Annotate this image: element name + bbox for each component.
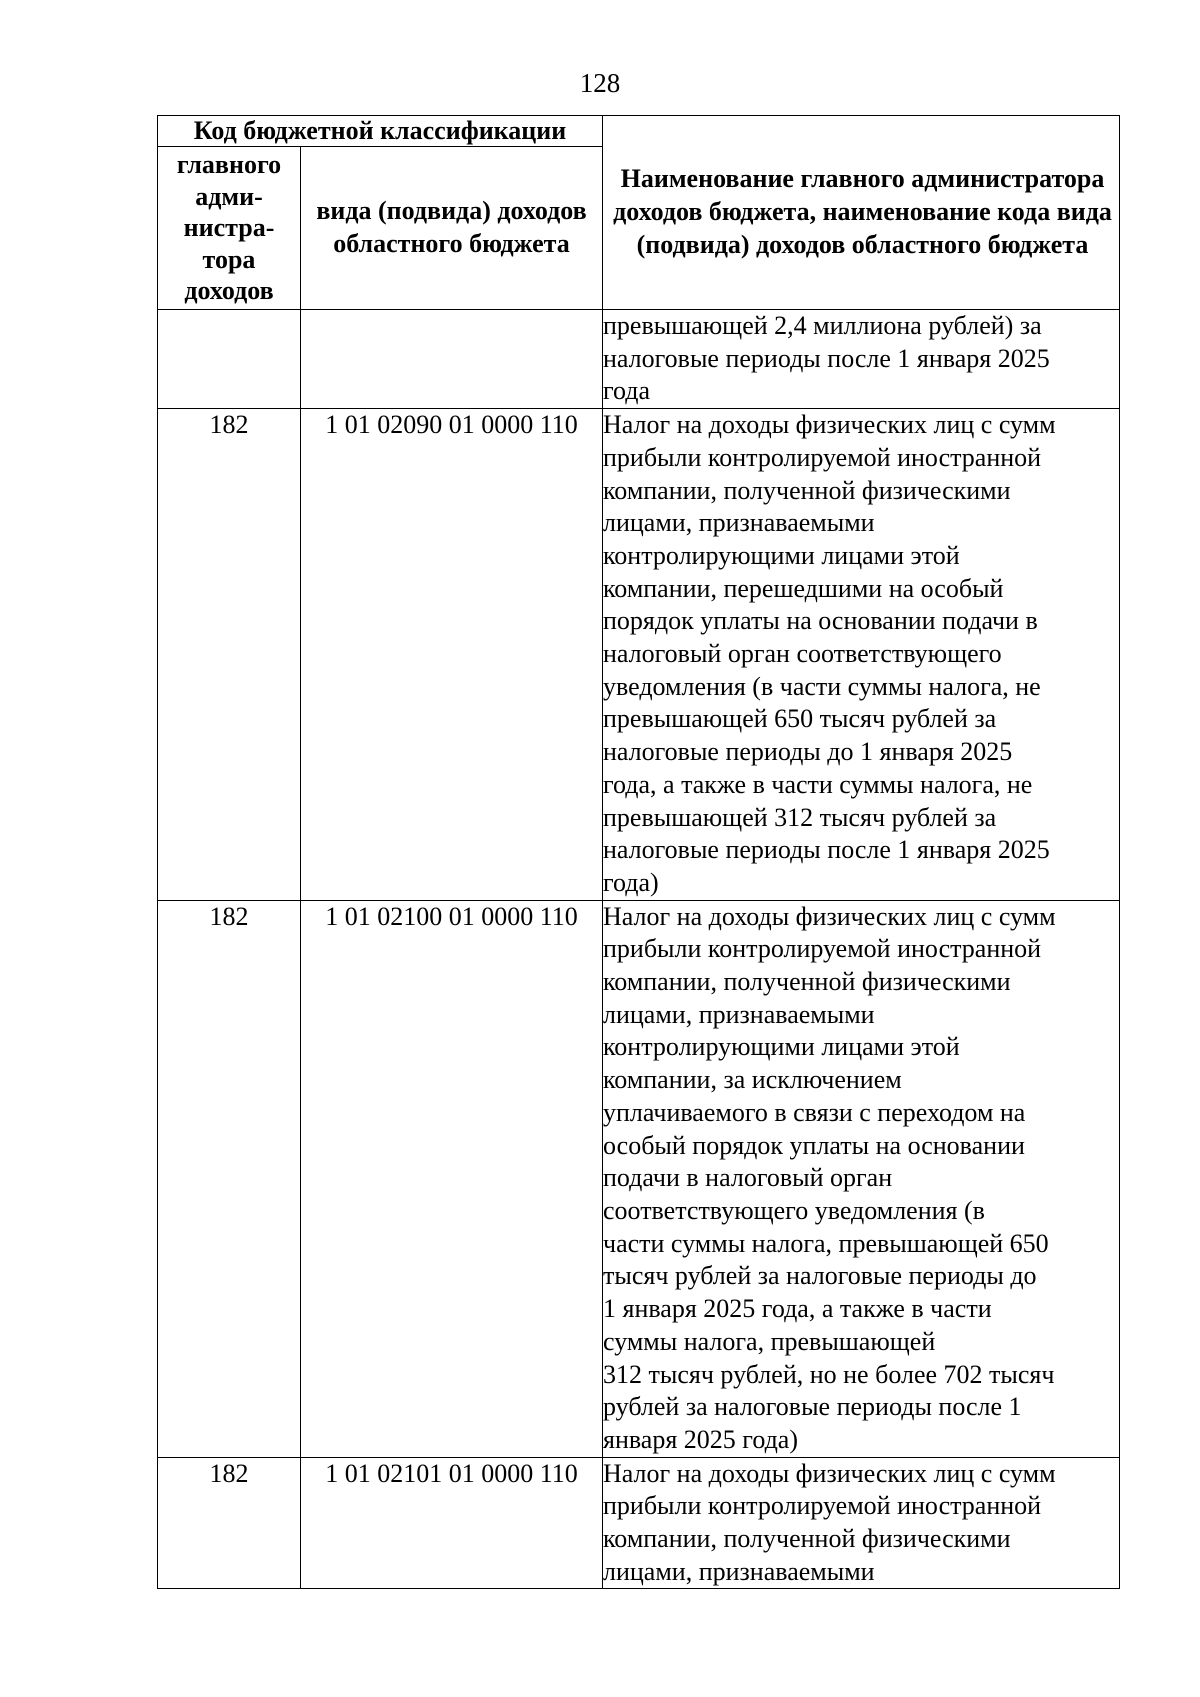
header-budget-classification-code: Код бюджетной классификации <box>158 116 603 147</box>
table-row <box>158 310 1120 409</box>
header-income-name: Наименование главного администратора доходов бюджета, наименование кода вида (подвида) доходов областного бюджета <box>603 116 1120 310</box>
header-main-administrator: главного адми- нистра- тора доходов <box>158 147 301 310</box>
income-code-cell <box>301 310 603 409</box>
income-name-cell: Налог на доходы физических лиц с сумм прибыли контролируемой иностранной компании, полученной физическими лицами, признаваемыми <box>603 1457 1120 1589</box>
income-name-cell: Налог на доходы физических лиц с сумм прибыли контролируемой иностранной компании, полученной физическими лицами, признаваемыми контролирующими лицами этой компании, перешедшими на особый порядок уплаты на основании подачи в налоговый орган соответствующего уведомления (в части суммы налога, не превышающей 650 тысяч рублей за налоговые периоды до 1 января 2025 года, а также в части суммы налога, не превышающей 312 тысяч рублей за налоговые периоды после 1 января 2025 года) <box>603 409 1120 901</box>
income-name-cell: превышающей 2,4 миллиона рублей) за налоговые периоды после 1 января 2025 года <box>603 310 1120 409</box>
page-number: 128 <box>579 68 621 98</box>
income-name-cell: Налог на доходы физических лиц с сумм прибыли контролируемой иностранной компании, полученной физическими лицами, признаваемыми контролирующими лицами этой компании, за исключением уплачиваемого в связи с переходом на особый порядок уплаты на основании подачи в налоговый орган соответствующего уведомления (в части суммы налога, превышающей 650 тысяч рублей за налоговые периоды до 1 января 2025 года, а также в части суммы налога, превышающей 312 тысяч рублей, но не более 702 тысяч рублей за налоговые периоды после 1 января 2025 года) <box>603 900 1120 1457</box>
table-row <box>158 1457 1120 1589</box>
income-code-cell: 1 01 02100 01 0000 110 <box>301 900 603 1457</box>
table-row <box>158 409 1120 901</box>
admin-code-cell <box>158 310 301 409</box>
admin-code-cell: 182 <box>158 900 301 1457</box>
header-income-type-code: вида (подвида) доходов областного бюджета <box>301 147 603 310</box>
admin-code-cell: 182 <box>158 1457 301 1589</box>
admin-code-cell: 182 <box>158 409 301 901</box>
budget-classification-table <box>157 115 1120 1589</box>
table-row <box>158 900 1120 1457</box>
income-code-cell: 1 01 02101 01 0000 110 <box>301 1457 603 1589</box>
income-code-cell: 1 01 02090 01 0000 110 <box>301 409 603 901</box>
